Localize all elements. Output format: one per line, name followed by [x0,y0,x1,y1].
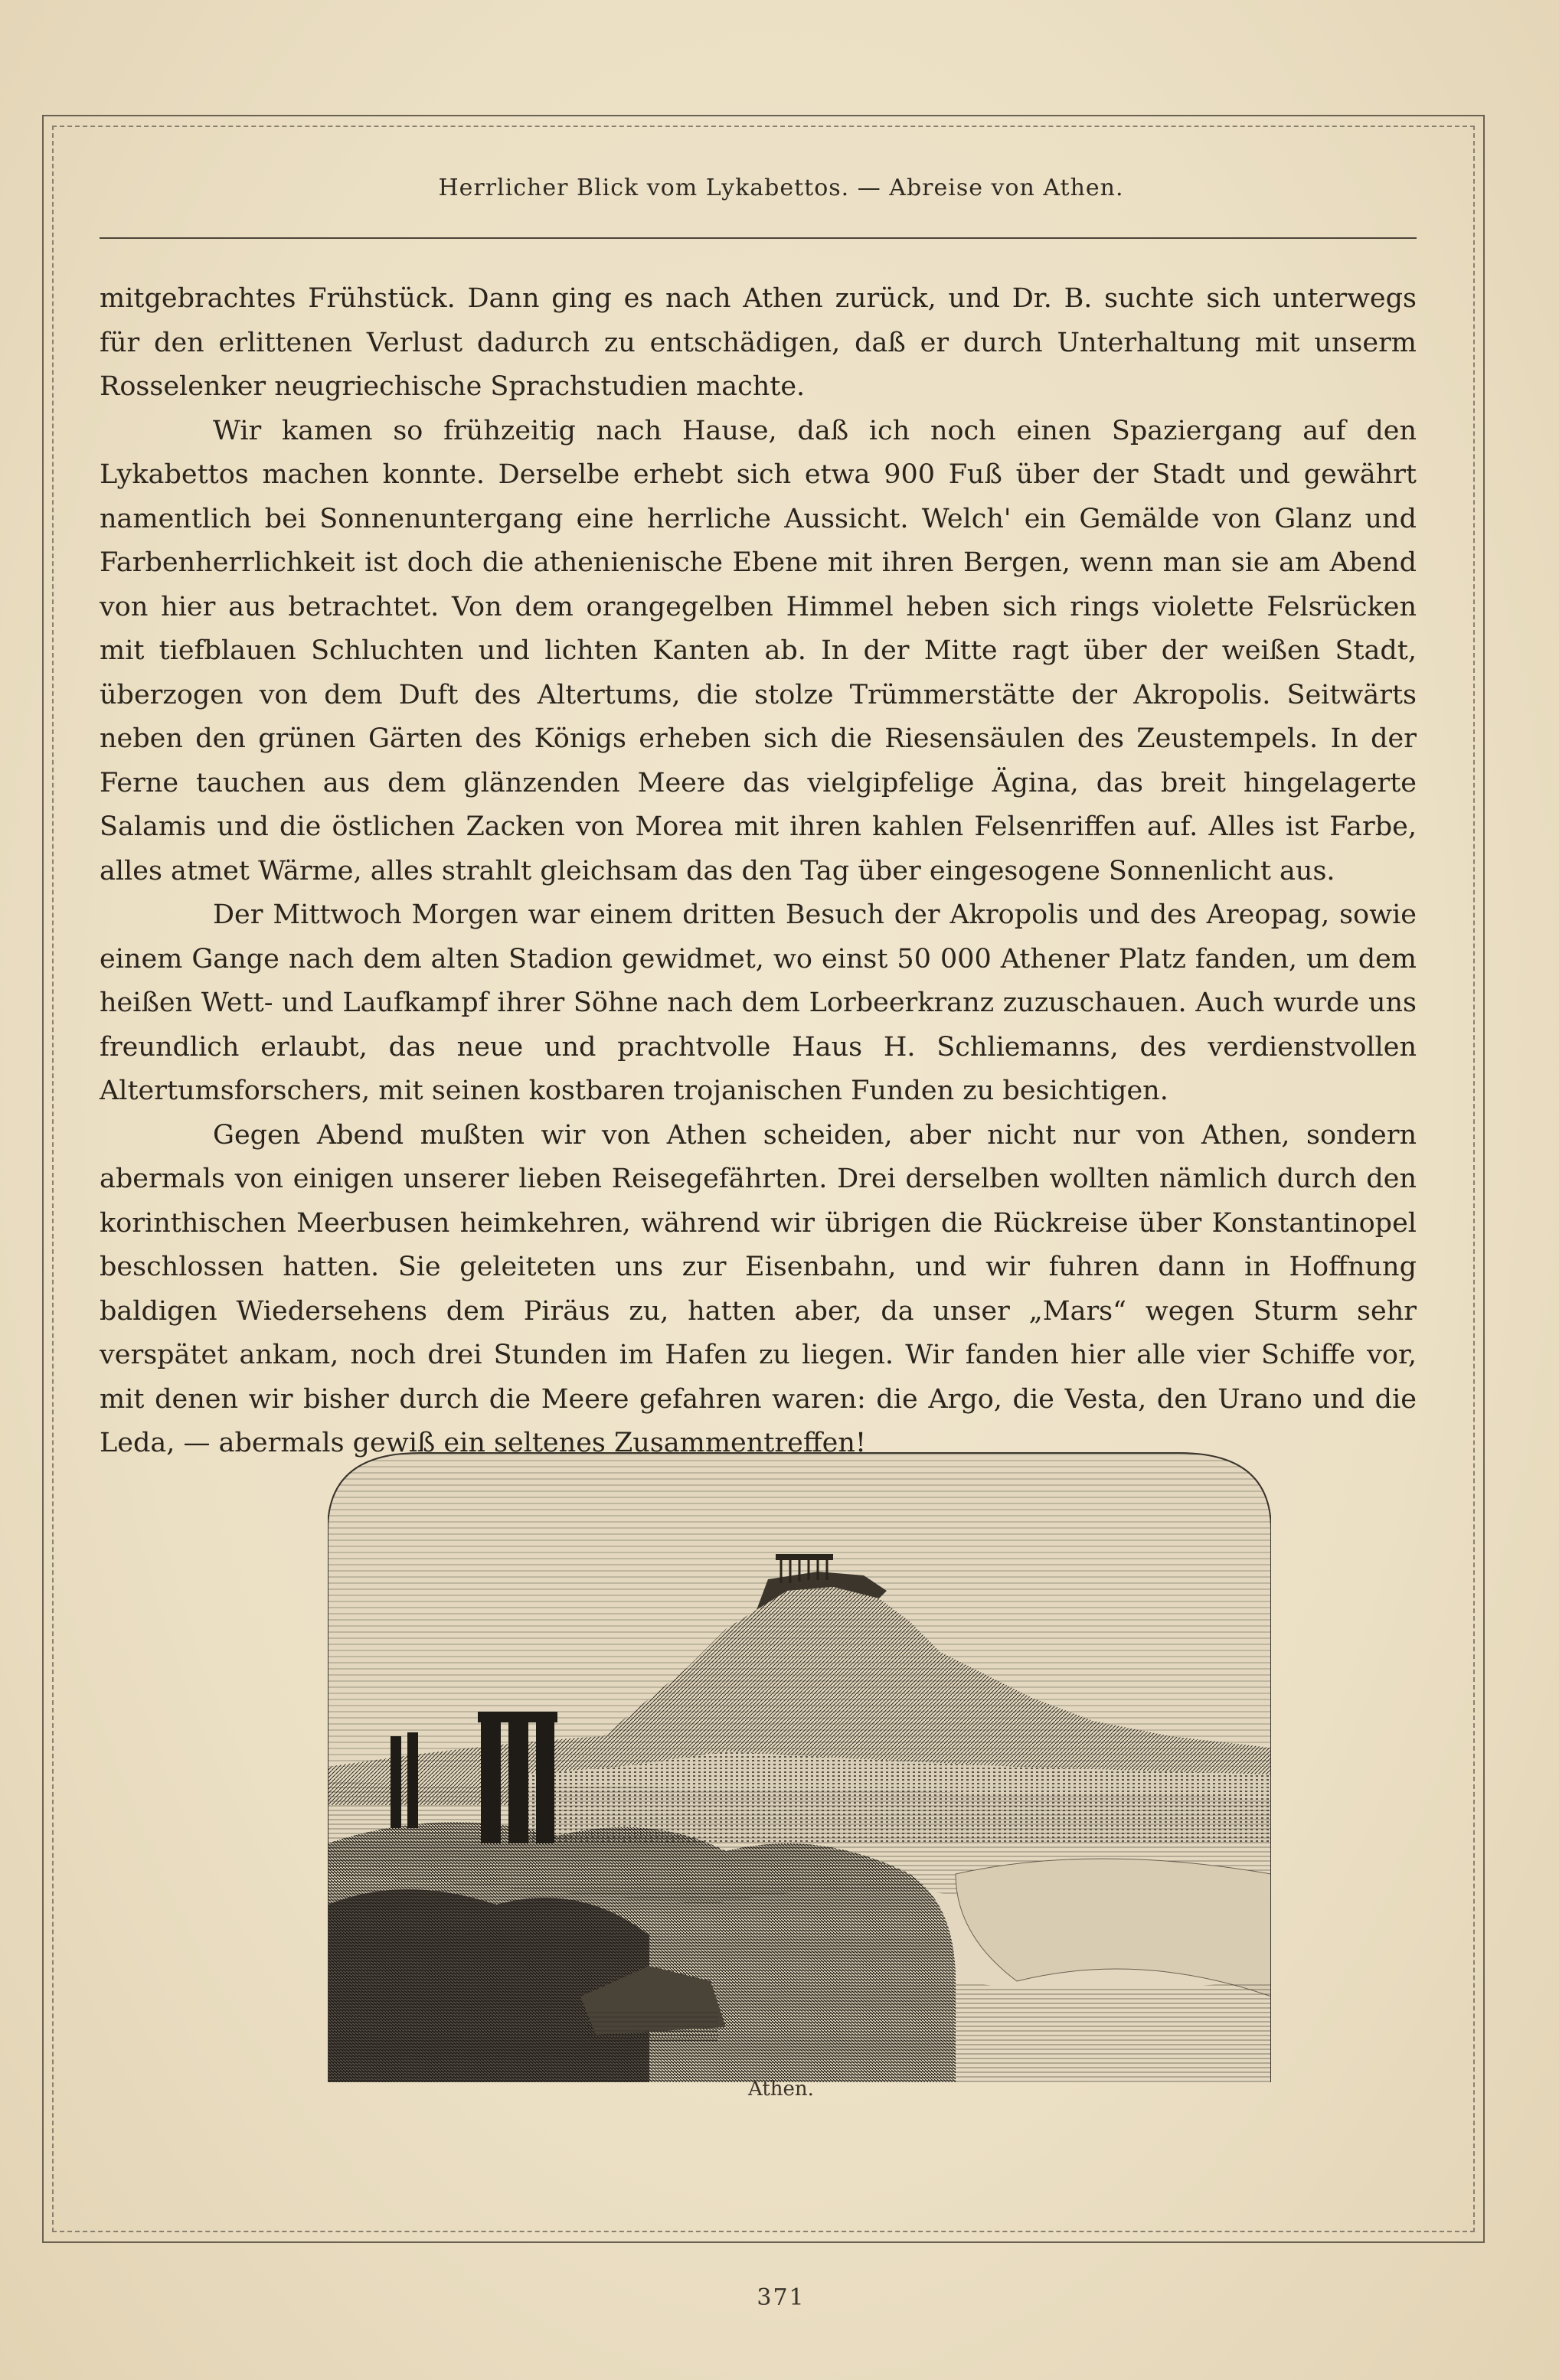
header-rule [100,237,1417,239]
paragraph-1: mitgebrachtes Frühstück. Dann ging es nach Athen zurück, und Dr. B. suchte sich unterwegs für den erlittenen Verlust dadurch zu entschädigen, daß er durch Unterhaltung mit unserm Rosselenker neugriechische Sprachstudien machte. [100,283,1417,402]
athens-engraving-image [328,1445,1271,2082]
paragraph-2: Wir kamen so frühzeitig nach Hause, daß ich noch einen Spaziergang auf den Lykabettos machen konnte. Derselbe erhebt sich etwa 900 Fuß über der Stadt und gewährt namentlich bei Sonnenuntergang eine herrliche Aussicht. Welch' ein Gemälde von Glanz und Farbenherrlichkeit ist doch die athenienische Ebene mit ihren Bergen, wenn man sie am Abend von hier aus betrachtet. Von dem orangegelben Himmel heben sich rings violette Felsrücken mit tiefblauen Schluchten und lichten Kanten ab. In der Mitte ragt über der weißen Stadt, überzogen von dem Duft des Altertums, die stolze Trümmerstätte der Akropolis. Seitwärts neben den grünen Gärten des Königs erheben sich die Riesensäulen des Zeustempels. In der Ferne tauchen aus dem glänzenden Meere das vielgipfelige Ägina, das breit hingelagerte Salamis und die östlichen Zacken von Morea mit ihren kahlen Felsenriffen auf. Alles ist Farbe, alles atmet Wärme, alles strahlt gleichsam das den Tag über eingesogene Sonnenlicht aus. [100,415,1417,886]
athens-engraving [328,1445,1271,2082]
running-head: Herrlicher Blick vom Lykabettos. — Abreise von Athen. [438,175,1124,201]
paragraph-4: Gegen Abend mußten wir von Athen scheiden, aber nicht nur von Athen, sondern abermals von einigen unserer lieben Reisegefährten. Drei derselben wollten nämlich durch den korinthischen Meerbusen heimkehren, während wir übrigen die Rückreise über Konstantinopel beschlossen hatten. Sie geleiteten uns zur Eisenbahn, und wir fuhren dann in Hoffnung baldigen Wiedersehens dem Piräus zu, hatten aber, da unser „Mars“ wegen Sturm sehr verspätet ankam, noch drei Stunden im Hafen zu liegen. Wir fanden hier alle vier Schiffe vor, mit denen wir bisher durch die Meere gefahren waren: die Argo, die Vesta, den Urano und die Leda, — abermals gewiß ein seltenes Zusammentreffen! [100,1119,1417,1458]
page-number: 371 [757,2284,806,2311]
paragraph-3: Der Mittwoch Morgen war einem dritten Besuch der Akropolis und des Areopag, sowie einem Gange nach dem alten Stadion gewidmet, wo einst 50 000 Athener Platz fanden, um dem heißen Wett- und Laufkampf ihrer Söhne nach dem Lorbeerkranz zuzuschauen. Auch wurde uns freundlich erlaubt, das neue und prachtvolle Haus H. Schliemanns, des verdienstvollen Altertumsforschers, mit seinen kostbaren trojanischen Funden zu besichtigen. [100,899,1417,1106]
figure-caption: Athen. [748,2078,814,2101]
body-text [100,277,1417,1466]
